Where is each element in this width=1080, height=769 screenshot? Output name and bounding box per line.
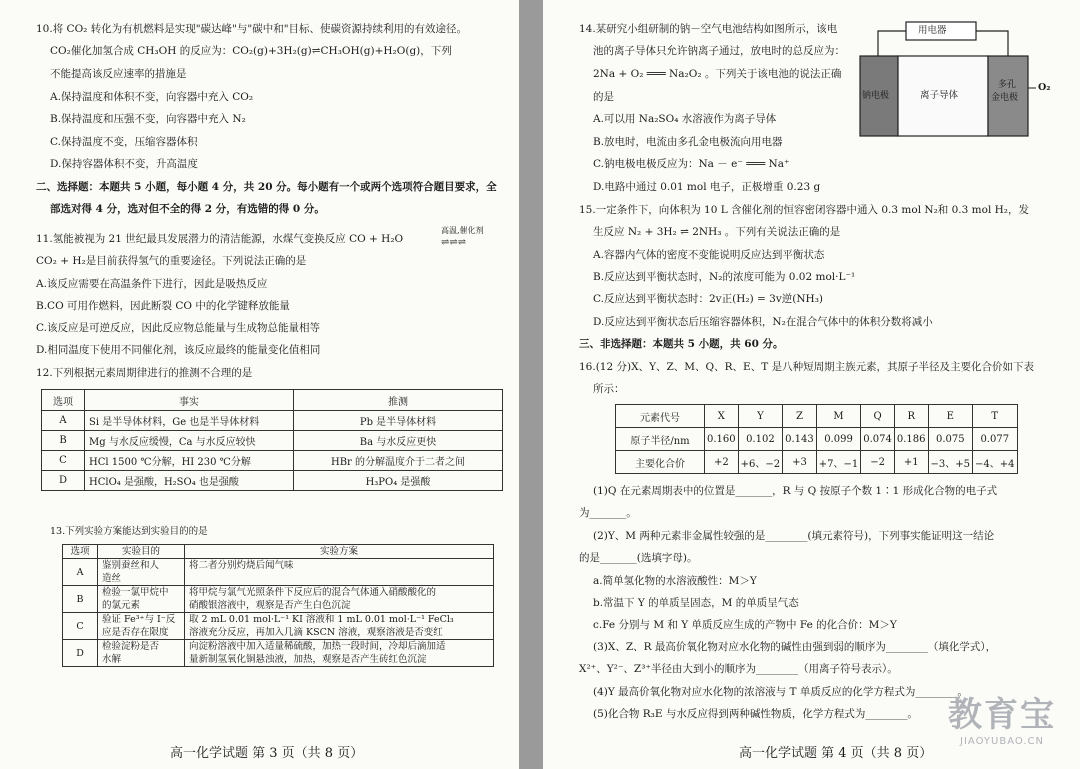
table-row xyxy=(63,640,494,667)
table-row xyxy=(42,471,503,491)
section3-heading: 三、非选择题：本题共 5 小题，共 60 分。 xyxy=(579,338,784,350)
table-header-cell: M xyxy=(816,405,860,428)
table-cell: H₃PO₄ 是强酸 xyxy=(294,471,503,491)
table-cell xyxy=(185,586,494,613)
q16-part1-line1: (1)Q 在元素周期表中的位置是_______，R 与 Q 按原子个数 1∶1 形成化合物的电子式 xyxy=(593,485,998,497)
cell-line: 造丝 xyxy=(102,573,122,584)
q11-option-d: D.相同温度下使用不同催化剂，该反应最终的能量变化值相同 xyxy=(36,344,321,356)
q15-option-d: D.反应达到平衡状态后压缩容器体积，N₂在混合气体中的体积分数将减小 xyxy=(593,316,933,328)
table-cell: 0.160 xyxy=(705,428,739,451)
table-cell xyxy=(98,613,185,640)
q14-stem-line3: 2Na + O₂ ═══ Na₂O₂ 。下列关于该电池的说法正确 xyxy=(593,68,842,80)
q10-option-b: B.保持温度和压强不变，向容器中充入 N₂ xyxy=(50,113,246,125)
watermark-cn: 教育宝 xyxy=(948,695,1056,735)
cell-line: 取 2 mL 0.01 mol·L⁻¹ KI 溶液和 1 mL 0.01 mol·L⁻¹ FeCl₃ xyxy=(189,614,454,625)
table-cell xyxy=(185,640,494,667)
q15-option-a: A.容器内气体的密度不变能说明反应达到平衡状态 xyxy=(593,249,825,261)
section2-heading-line1: 二、选择题：本题共 5 小题，每小题 4 分，共 20 分。每小题有一个或两个选项符合题目要求，全 xyxy=(36,181,497,193)
table-cell xyxy=(98,559,185,586)
wire-left xyxy=(878,31,906,56)
q16-element-table xyxy=(615,404,1018,474)
table-header-cell: 实验方案 xyxy=(185,545,494,559)
cell-line: 检验一氯甲烷中 xyxy=(102,587,169,598)
q10-option-d: D.保持容器体积不变，升高温度 xyxy=(50,158,198,170)
sodium-electrode-label: 钠电极 xyxy=(862,91,890,101)
q16-part2-option-c: c.Fe 分别与 M 和 Y 单质反应生成的产物中 Fe 的化合价：M＞Y xyxy=(593,619,897,631)
table-cell: −2 xyxy=(861,451,895,474)
table-cell xyxy=(185,613,494,640)
table-cell: +3 xyxy=(783,451,817,474)
q16-part4: (4)Y 最高价氧化物对应水化物的浓溶液与 T 单质反应的化学方程式为________。 xyxy=(593,686,968,698)
table-cell: C xyxy=(63,613,98,640)
exam-page-4 xyxy=(543,0,1080,769)
q16-part2-line1: (2)Y、M 两种元素非金属性较强的是________(填元素符号)，下列事实能证明这一结论 xyxy=(593,530,995,542)
table-header-cell: 推测 xyxy=(294,390,503,411)
table-cell: 0.143 xyxy=(783,428,817,451)
q14-option-c: C.钠电极电极反应为：Na － e⁻ ═══ Na⁺ xyxy=(593,158,790,170)
table-cell: D xyxy=(63,640,98,667)
wire-right xyxy=(976,31,1008,56)
section2-heading-line2: 部选对得 4 分，选对但不全的得 2 分，有选错的得 0 分。 xyxy=(50,203,325,215)
q12-stem: 12.下列根据元素周期律进行的推测不合理的是 xyxy=(36,367,253,379)
cell-line: 溶液充分反应，再加入几滴 KSCN 溶液，观察溶液是否变红 xyxy=(189,627,443,638)
q16-part2-line2: 的是_______(选填字母)。 xyxy=(579,552,698,564)
site-watermark-logo xyxy=(948,687,1056,747)
table-row xyxy=(42,431,503,451)
table-header-row xyxy=(63,545,494,559)
q16-part5: (5)化合物 R₃E 与水反应得到两种碱性物质，化学方程式为________。 xyxy=(593,708,918,720)
table-header-row xyxy=(616,405,1018,428)
table-header-row xyxy=(42,390,503,411)
page-gutter xyxy=(519,0,543,769)
q16-part2-option-a: a.简单氢化物的水溶液酸性：M＞Y xyxy=(593,575,757,587)
table-cell: Mg 与水反应缓慢，Ca 与水反应较快 xyxy=(85,431,294,451)
q14-option-d: D.电路中通过 0.01 mol 电子，正极增重 0.23 g xyxy=(593,181,821,193)
table-cell: C xyxy=(42,451,85,471)
table-cell: HBr 的分解温度介于二者之间 xyxy=(294,451,503,471)
table-cell: 0.102 xyxy=(738,428,782,451)
q14-option-a: A.可以用 Na₂SO₄ 水溶液作为离子导体 xyxy=(593,113,777,125)
table-cell: B xyxy=(42,431,85,451)
table-row xyxy=(616,428,1018,451)
table-cell: A xyxy=(63,559,98,586)
table-row xyxy=(63,559,494,586)
cell-line: 将二者分别灼烧后闻气味 xyxy=(189,560,294,571)
page-footer: 高一化学试题 第 3 页（共 8 页） xyxy=(170,746,364,761)
table-cell: 主要化合价 xyxy=(616,451,705,474)
table-cell: 0.075 xyxy=(928,428,972,451)
cell-line: 水解 xyxy=(102,654,122,665)
gold-electrode-label-1: 多孔 xyxy=(998,80,1017,90)
table-header-cell: 事实 xyxy=(85,390,294,411)
table-header-cell: R xyxy=(894,405,928,428)
watermark-en: JIAOYUBAO.CN xyxy=(960,736,1044,747)
table-cell: Si 是半导体材料，Ge 也是半导体材料 xyxy=(85,411,294,431)
q13-table xyxy=(62,544,494,667)
q15-option-c: C.反应达到平衡状态时：2v正(H₂) = 3v逆(NH₃) xyxy=(593,293,823,305)
q14-stem-line4: 的是 xyxy=(593,91,614,103)
table-row xyxy=(616,451,1018,474)
sodium-air-battery-diagram xyxy=(858,18,1053,143)
q10-option-c: C.保持温度不变，压缩容器体积 xyxy=(50,136,198,148)
table-cell: +7、−1 xyxy=(816,451,860,474)
table-cell: +2 xyxy=(705,451,739,474)
q12-table xyxy=(41,389,503,491)
q14-stem-line1: 14.某研究小组研制的钠－空气电池结构如图所示，该电 xyxy=(579,23,838,35)
table-cell: HClO₄ 是强酸，H₂SO₄ 也是强酸 xyxy=(85,471,294,491)
table-cell: A xyxy=(42,411,85,431)
q10-stem-line1: 10.将 CO₂ 转化为有机燃料是实现"碳达峰"与"碳中和"目标、使碳资源持续利用的有效途径。 xyxy=(36,23,468,35)
table-cell: 0.186 xyxy=(894,428,928,451)
q16-stem-line2: 所示： xyxy=(593,383,625,395)
table-cell: 0.077 xyxy=(973,428,1017,451)
q16-part3-line1: (3)X、Z、R 最高价氧化物对应水化物的碱性由强到弱的顺序为________（填化学式）， xyxy=(593,641,997,653)
cell-line: 将甲烷与氯气光照条件下反应后的混合气体通入硝酸酸化的 xyxy=(189,587,437,598)
table-cell: Ba 与水反应更快 xyxy=(294,431,503,451)
table-cell: 原子半径/nm xyxy=(616,428,705,451)
q15-stem-line1: 15.一定条件下，向体积为 10 L 含催化剂的恒容密闭容器中通入 0.3 mol N₂和 0.3 mol H₂，发 xyxy=(579,204,1030,216)
q10-stem-line3: 不能提高该反应速率的措施是 xyxy=(50,68,187,80)
q10-option-a: A.保持温度和体积不变，向容器中充入 CO₂ xyxy=(50,91,254,103)
table-header-cell: X xyxy=(705,405,739,428)
q14-option-b: B.放电时，电流由多孔金电极流向用电器 xyxy=(593,136,783,148)
gold-electrode-label-2: 金电极 xyxy=(991,93,1019,103)
table-cell: 0.074 xyxy=(861,428,895,451)
q11-option-b: B.CO 可用作燃料，因此断裂 CO 中的化学键释放能量 xyxy=(36,300,290,312)
q15-stem-line2: 生反应 N₂ + 3H₂ ⇌ 2NH₃ 。下列有关说法正确的是 xyxy=(593,226,841,238)
table-cell xyxy=(185,559,494,586)
table-cell: D xyxy=(42,471,85,491)
q14-stem-line2: 池的离子导体只允许钠离子通过，放电时的总反应为： xyxy=(593,45,845,57)
q10-stem-line2: CO₂催化加氢合成 CH₃OH 的反应为：CO₂(g)+3H₂(g)⇌CH₃OH(g)+H₂O(g)，下列 xyxy=(50,45,452,57)
table-header-cell: 选项 xyxy=(42,390,85,411)
table-header-cell: E xyxy=(928,405,972,428)
q15-option-b: B.反应达到平衡状态时，N₂的浓度可能为 0.02 mol·L⁻¹ xyxy=(593,271,856,283)
cell-line: 检验淀粉是否 xyxy=(102,641,160,652)
q16-part1-line2: 为_______。 xyxy=(579,507,637,519)
table-header-cell: Y xyxy=(738,405,782,428)
table-cell: +6、−2 xyxy=(738,451,782,474)
oxygen-label: O₂ xyxy=(1038,82,1051,93)
q11-stem-line1: 11.氢能被视为 21 世纪最具发展潜力的清洁能源，水煤气变换反应 CO + H₂O xyxy=(36,233,404,245)
table-row xyxy=(63,586,494,613)
page-footer: 高一化学试题 第 4 页（共 8 页） xyxy=(739,746,933,761)
ion-conductor-label: 离子导体 xyxy=(920,90,959,101)
exam-page-3 xyxy=(0,0,519,769)
table-cell: 0.099 xyxy=(816,428,860,451)
q11-stem-line2: CO₂ + H₂是目前获得氢气的重要途径。下列说法正确的是 xyxy=(36,255,307,267)
cell-line: 验证 Fe³⁺与 I⁻反 xyxy=(102,614,176,625)
load-label: 用电器 xyxy=(918,25,947,36)
q11-option-c: C.该反应是可逆反应，因此反应物总能量与生成物总能量相等 xyxy=(36,322,320,334)
table-header-cell: 实验目的 xyxy=(98,545,185,559)
table-cell: HCl 1500 ℃分解，HI 230 ℃分解 xyxy=(85,451,294,471)
table-cell: −3、+5 xyxy=(928,451,972,474)
cell-line: 量新制氢氧化铜悬浊液，加热，观察是否产生砖红色沉淀 xyxy=(189,654,427,665)
table-cell: B xyxy=(63,586,98,613)
reaction-arrow-icon: ⇌⇌⇌ xyxy=(441,237,467,248)
table-row xyxy=(63,613,494,640)
table-cell xyxy=(98,586,185,613)
q16-part3-line2: X²⁺、Y²⁻、Z³⁺半径由大到小的顺序为________（用离子符号表示）。 xyxy=(579,663,898,675)
table-cell: +1 xyxy=(894,451,928,474)
cell-line: 硝酸银溶液中，观察是否产生白色沉淀 xyxy=(189,600,351,611)
table-header-cell: 元素代号 xyxy=(616,405,705,428)
q16-part2-option-b: b.常温下 Y 的单质呈固态，M 的单质呈气态 xyxy=(593,597,799,609)
table-row xyxy=(42,411,503,431)
table-cell xyxy=(98,640,185,667)
cell-line: 的氯元素 xyxy=(102,600,141,611)
cell-line: 应是否存在限度 xyxy=(102,627,169,638)
table-cell: Pb 是半导体材料 xyxy=(294,411,503,431)
battery-diagram-svg xyxy=(858,18,1053,143)
table-header-cell: Q xyxy=(861,405,895,428)
table-header-cell: 选项 xyxy=(63,545,98,559)
table-header-cell: Z xyxy=(783,405,817,428)
q11-option-a: A.该反应需要在高温条件下进行，因此是吸热反应 xyxy=(36,278,268,290)
cell-line: 向淀粉溶液中加入适量稀硫酸，加热一段时间，冷却后滴加适 xyxy=(189,641,446,652)
q13-stem: 13.下列实验方案能达到实验目的的是 xyxy=(50,526,208,537)
q11-reaction-condition: 高温,催化剂 xyxy=(441,226,484,235)
q16-stem-line1: 16.(12 分)X、Y、Z、M、Q、R、E、T 是八种短周期主族元素，其原子半径及主要化合价如下表 xyxy=(579,361,1035,373)
table-cell: −4、+4 xyxy=(973,451,1017,474)
table-header-cell: T xyxy=(973,405,1017,428)
table-row xyxy=(42,451,503,471)
cell-line: 鉴别蚕丝和人 xyxy=(102,560,160,571)
